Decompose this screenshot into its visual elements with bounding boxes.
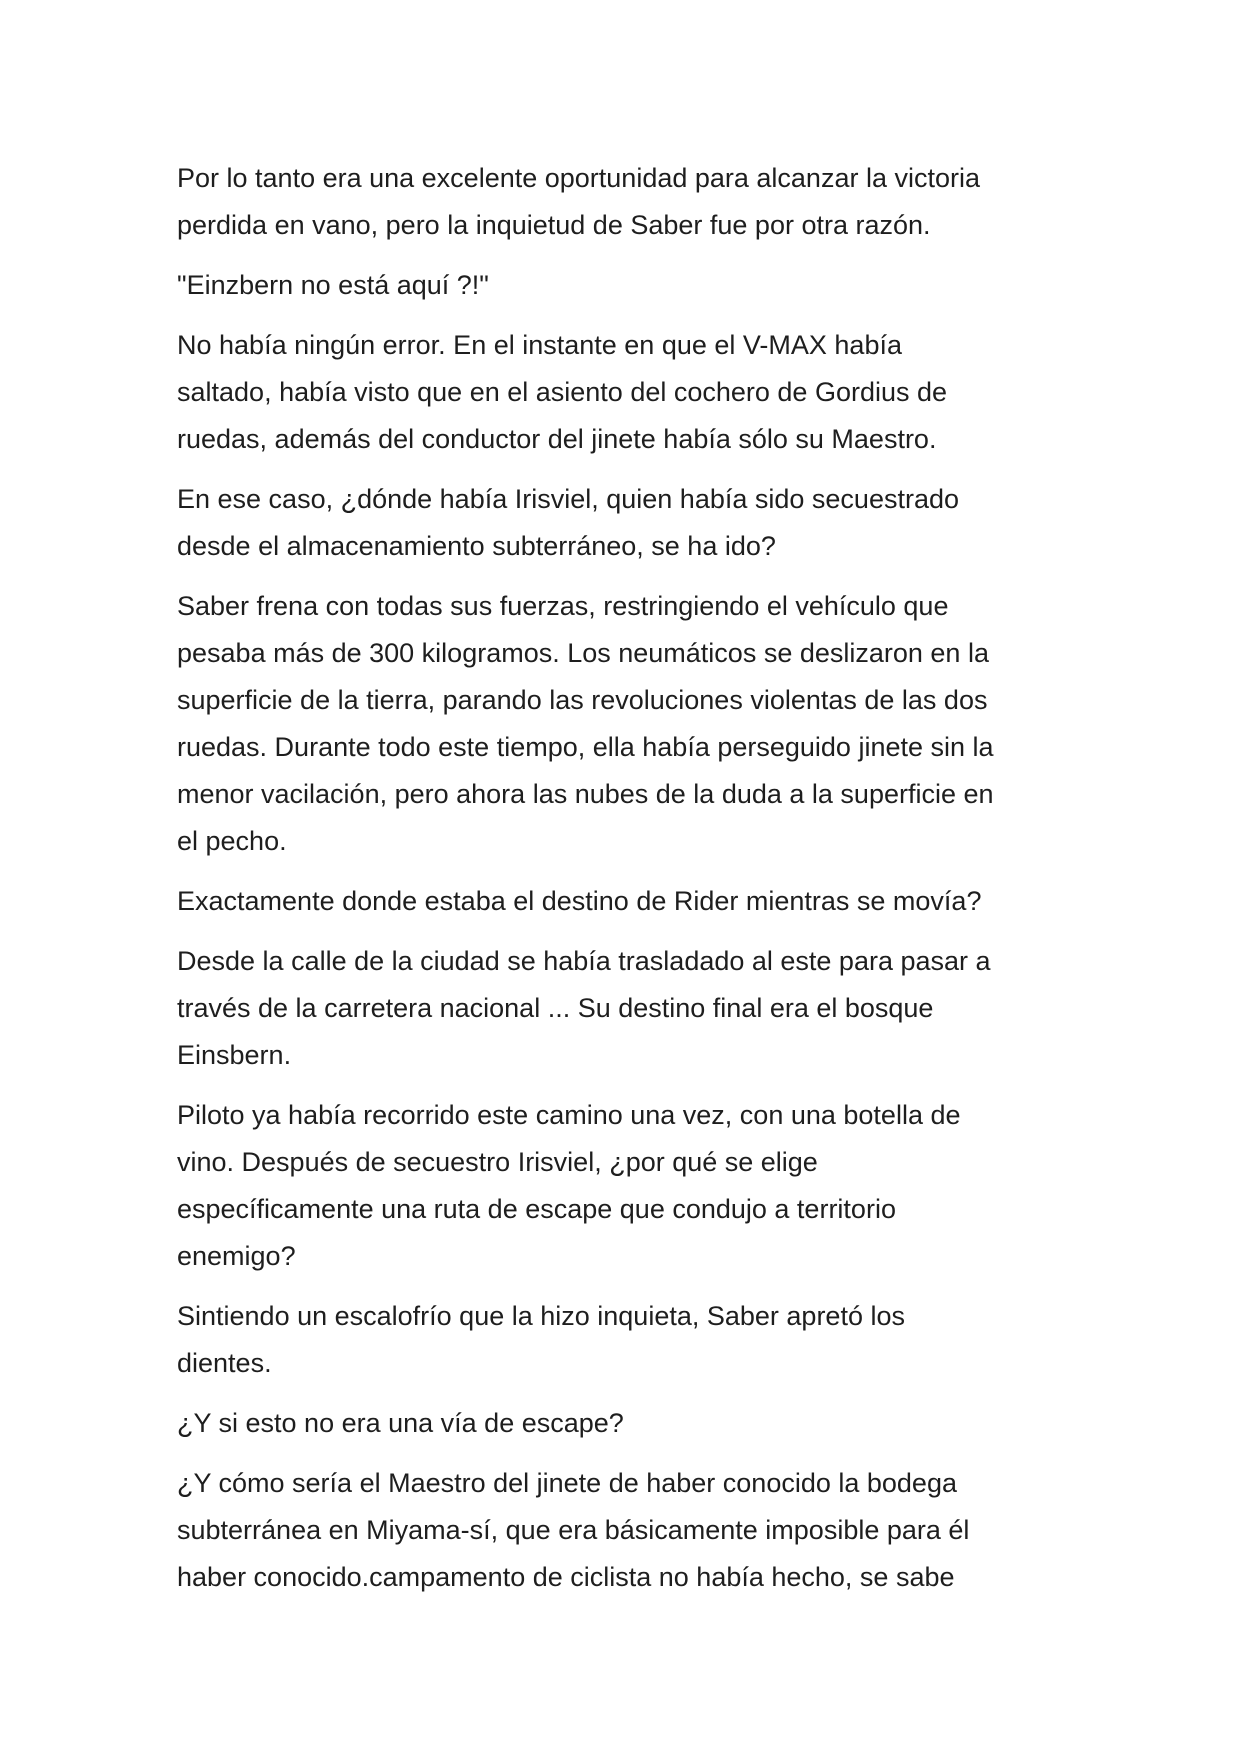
text-line: subterránea en Miyama-sí, que era básicamente imposible para él [177, 1515, 970, 1545]
text-line: Por lo tanto era una excelente oportunidad para alcanzar la victoria [177, 163, 980, 193]
text-line: específicamente una ruta de escape que condujo a territorio [177, 1194, 896, 1224]
text-line: desde el almacenamiento subterráneo, se ha ido? [177, 531, 776, 561]
text-line: el pecho. [177, 826, 287, 856]
paragraph [177, 583, 1077, 865]
text-line: Saber frena con todas sus fuerzas, restringiendo el vehículo que [177, 591, 949, 621]
paragraph [177, 476, 1077, 570]
text-line: Desde la calle de la ciudad se había trasladado al este para pasar a [177, 946, 991, 976]
text-line: vino. Después de secuestro Irisviel, ¿por qué se elige [177, 1147, 818, 1177]
text-line: haber conocido.campamento de ciclista no había hecho, se sabe [177, 1562, 955, 1592]
text-line: Exactamente donde estaba el destino de Rider mientras se movía? [177, 886, 982, 916]
text-line: ruedas. Durante todo este tiempo, ella había perseguido jinete sin la [177, 732, 994, 762]
text-line: "Einzbern no está aquí ?!" [177, 270, 489, 300]
paragraph [177, 1092, 1077, 1280]
paragraph [177, 1293, 1077, 1387]
text-line: saltado, había visto que en el asiento del cochero de Gordius de [177, 377, 948, 407]
text-line: través de la carretera nacional ... Su destino final era el bosque [177, 993, 934, 1023]
paragraph [177, 322, 1077, 463]
document-body [177, 155, 1077, 1614]
text-line: No había ningún error. En el instante en que el V-MAX había [177, 330, 902, 360]
paragraph [177, 938, 1077, 1079]
paragraph [177, 262, 1077, 309]
text-line: Piloto ya había recorrido este camino una vez, con una botella de [177, 1100, 961, 1130]
paragraph [177, 878, 1077, 925]
text-line: En ese caso, ¿dónde había Irisviel, quien había sido secuestrado [177, 484, 959, 514]
text-line: enemigo? [177, 1241, 296, 1271]
paragraph [177, 155, 1077, 249]
paragraph [177, 1460, 1077, 1601]
text-line: ¿Y cómo sería el Maestro del jinete de haber conocido la bodega [177, 1468, 957, 1498]
text-line: Sintiendo un escalofrío que la hizo inquieta, Saber apretó los [177, 1301, 905, 1331]
text-line: dientes. [177, 1348, 272, 1378]
text-line: superficie de la tierra, parando las revoluciones violentas de las dos [177, 685, 988, 715]
text-line: Einsbern. [177, 1040, 292, 1070]
paragraph [177, 1400, 1077, 1447]
text-line: ¿Y si esto no era una vía de escape? [177, 1408, 624, 1438]
text-line: perdida en vano, pero la inquietud de Saber fue por otra razón. [177, 210, 931, 240]
text-line: ruedas, además del conductor del jinete había sólo su Maestro. [177, 424, 937, 454]
text-line: pesaba más de 300 kilogramos. Los neumáticos se deslizaron en la [177, 638, 989, 668]
text-line: menor vacilación, pero ahora las nubes de la duda a la superficie en [177, 779, 994, 809]
